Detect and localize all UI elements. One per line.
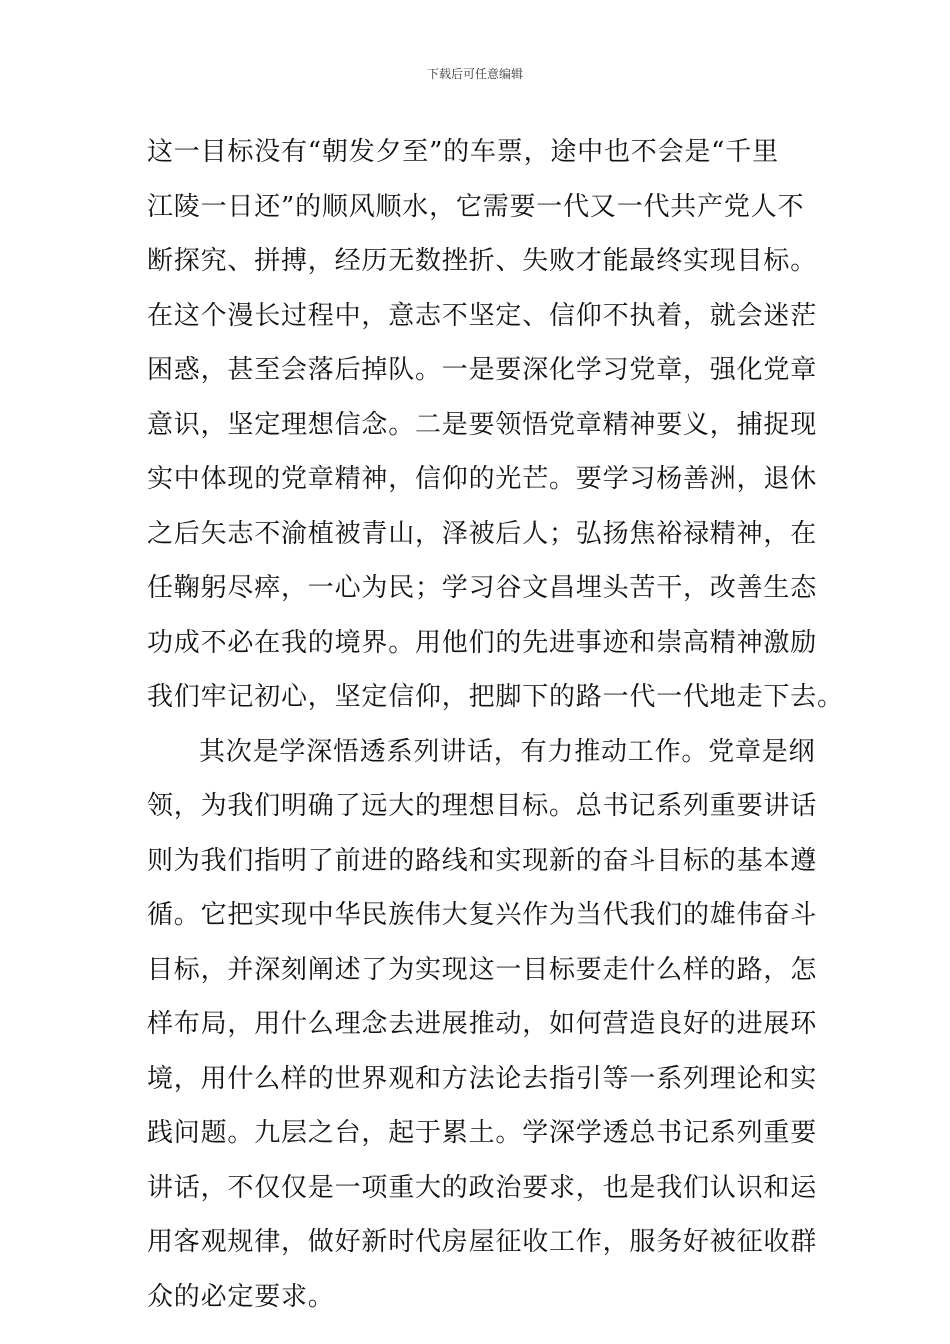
text-line: 我们牢记初心，坚定信仰，把脚下的路一代一代地走下去。 (147, 682, 844, 712)
text-line: 这一目标没有“朝发夕至”的车票，途中也不会是“千里 (147, 137, 779, 167)
text-line: 目标，并深刻阐述了为实现这一目标要走什么样的路，怎 (147, 954, 818, 985)
text-line: 践问题。九层之台，起于累土。学深学透总书记系列重要 (147, 1118, 818, 1148)
text-line: 领，为我们明确了远大的理想目标。总书记系列重要讲话 (147, 791, 818, 821)
text-line: 意识，坚定理想信念。二是要领悟党章精神要义，捕捉现 (147, 409, 818, 440)
text-line: 任鞠躬尽瘁，一心为民；学习谷文昌埋头苦干，改善生态 (147, 573, 818, 603)
paragraph-1 (147, 125, 844, 725)
page-header-note: 下载后可任意编辑 (426, 67, 523, 81)
text-line: 江陵一日还”的顺风顺水，它需要一代又一代共产党人不 (147, 191, 805, 222)
text-line: 样布局，用什么理念去进展推动，如何营造良好的进展环 (147, 1009, 818, 1039)
text-line: 讲话，不仅仅是一项重大的政治要求，也是我们认识和运 (147, 1172, 818, 1203)
text-line: 困惑，甚至会落后掉队。一是要深化学习党章，强化党章 (147, 355, 818, 385)
document-body (147, 125, 844, 1324)
text-line: 实中体现的党章精神，信仰的光芒。要学习杨善洲，退休 (147, 464, 818, 494)
text-line: 循。它把实现中华民族伟大复兴作为当代我们的雄伟奋斗 (147, 900, 818, 930)
text-line: 其次是学深悟透系列讲话，有力推动工作。党章是纲 (199, 736, 816, 767)
paragraph-2 (147, 725, 818, 1325)
text-line: 则为我们指明了前进的路线和实现新的奋斗目标的基本遵 (147, 845, 818, 876)
text-line: 之后矢志不渝植被青山，泽被后人；弘扬焦裕禄精神，在 (147, 518, 818, 549)
text-line: 境，用什么样的世界观和方法论去指引等一系列理论和实 (147, 1063, 818, 1094)
text-line: 用客观规律，做好新时代房屋征收工作，服务好被征收群 (147, 1227, 818, 1257)
text-line: 在这个漫长过程中，意志不坚定、信仰不执着，就会迷茫 (147, 300, 818, 331)
text-line: 功成不必在我的境界。用他们的先进事迹和崇高精神激励 (147, 627, 818, 658)
text-line: 众的必定要求。 (147, 1281, 335, 1312)
text-line: 断探究、拼搏，经历无数挫折、失败才能最终实现目标。 (147, 246, 818, 276)
